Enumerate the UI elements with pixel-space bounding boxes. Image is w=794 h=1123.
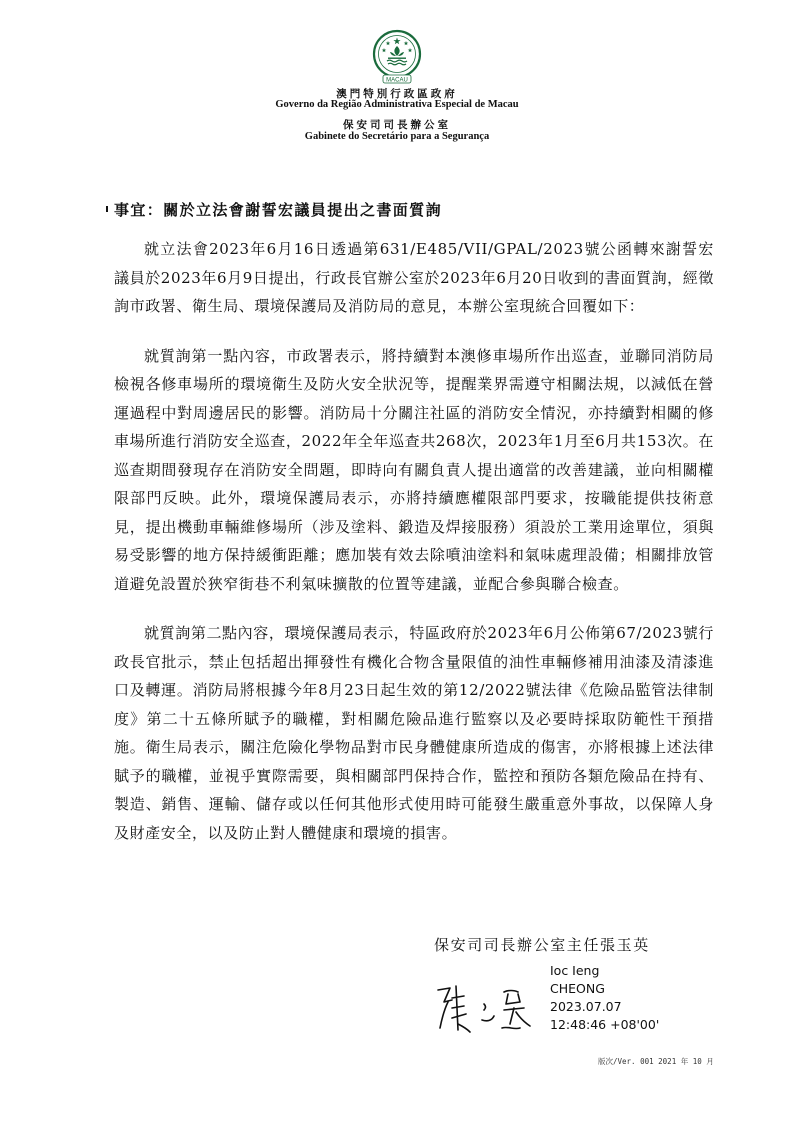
signature-date: 2023.07.07 <box>550 999 622 1014</box>
paragraph-intro: 就立法會2023年6月16日透過第631/E485/VII/GPAL/2023號公函轉來謝誓宏議員於2023年6月9日提出，行政長官辦公室於2023年6月20日收到的書面質詢，經徵詢市政署、衛生局、環境保護局及消防局的意見，本辦公室現統合回覆如下： <box>114 240 714 315</box>
paragraph-point-one: 就質詢第一點內容，市政署表示，將持續對本澳修車場所作出巡查，並聯同消防局檢視各修車場所的環境衛生及防火安全狀況等，提醒業界需遵守相關法規，以減低在營運過程中對周邊居民的影響。消防局十分關注社區的消防安全情況，亦持續對相關的修車場所進行消防安全巡查，2022年全年巡查共268次，2023年1月至6月共153次。在巡查期間發現存在消防安全問題，即時向有關負責人提出適當的改善建議，並向相關權限部門反映。此外，環境保護局表示，亦將持續應權限部門要求，按職能提供技術意見，提出機動車輛維修場所（涉及塗料、鍛造及焊接服務）須設於工業用途單位，須與易受影響的地方保持緩衝距離；應加裝有效去除噴油塗料和氣味處理設備；相關排放管道避免設置於狹窄街巷不利氣味擴散的位置等建議，並配合參與聯合檢查。 <box>114 346 714 593</box>
signer-name-line2: CHEONG <box>550 981 605 996</box>
office-name-zh: 保安司司長辦公室 <box>343 119 451 131</box>
government-name-zh: 澳門特別行政區政府 <box>336 88 458 100</box>
version-footer: 版次/Ver. 001 2021 年 10 月 <box>598 1057 714 1066</box>
office-name-pt: Gabinete do Secretário para a Segurança <box>304 131 490 142</box>
digital-signature-info <box>550 962 659 1034</box>
margin-mark <box>106 206 108 212</box>
government-name-pt: Governo da Região Administrativa Especial de Macau <box>275 99 519 110</box>
paragraph-point-two: 就質詢第二點內容，環境保護局表示，特區政府於2023年6月公佈第67/2023號行政長官批示，禁止包括超出揮發性有機化合物含量限值的油性車輛修補用油漆及清漆進口及轉運。消防局將根據今年8月23日起生效的第12/2022號法律《危險品監管法律制度》第二十五條所賦予的職權，對相關危險品進行監察以及必要時採取防範性干預措施。衛生局表示，關注危險化學物品對市民身體健康所造成的傷害，亦將根據上述法律賦予的職權，並視乎實際需要，與相關部門保持合作，監控和預防各類危險品在持有、製造、銷售、運輸、儲存或以任何其他形式使用時可能發生嚴重意外事故，以保障人身及財產安全，以及防止對人體健康和環境的損害。 <box>114 624 714 842</box>
signatory-title: 保安司司長辦公室主任張玉英 <box>434 936 650 954</box>
letter-body <box>114 235 714 868</box>
handwritten-signature <box>434 980 544 1040</box>
signature-time: 12:48:46 +08'00' <box>550 1017 660 1032</box>
macau-emblem-icon <box>366 28 428 84</box>
subject-line: 事宜：關於立法會謝誓宏議員提出之書面質詢 <box>114 201 443 219</box>
signer-name-line1: Ioc Ieng <box>550 963 600 978</box>
emblem-text: MACAU <box>386 77 408 84</box>
